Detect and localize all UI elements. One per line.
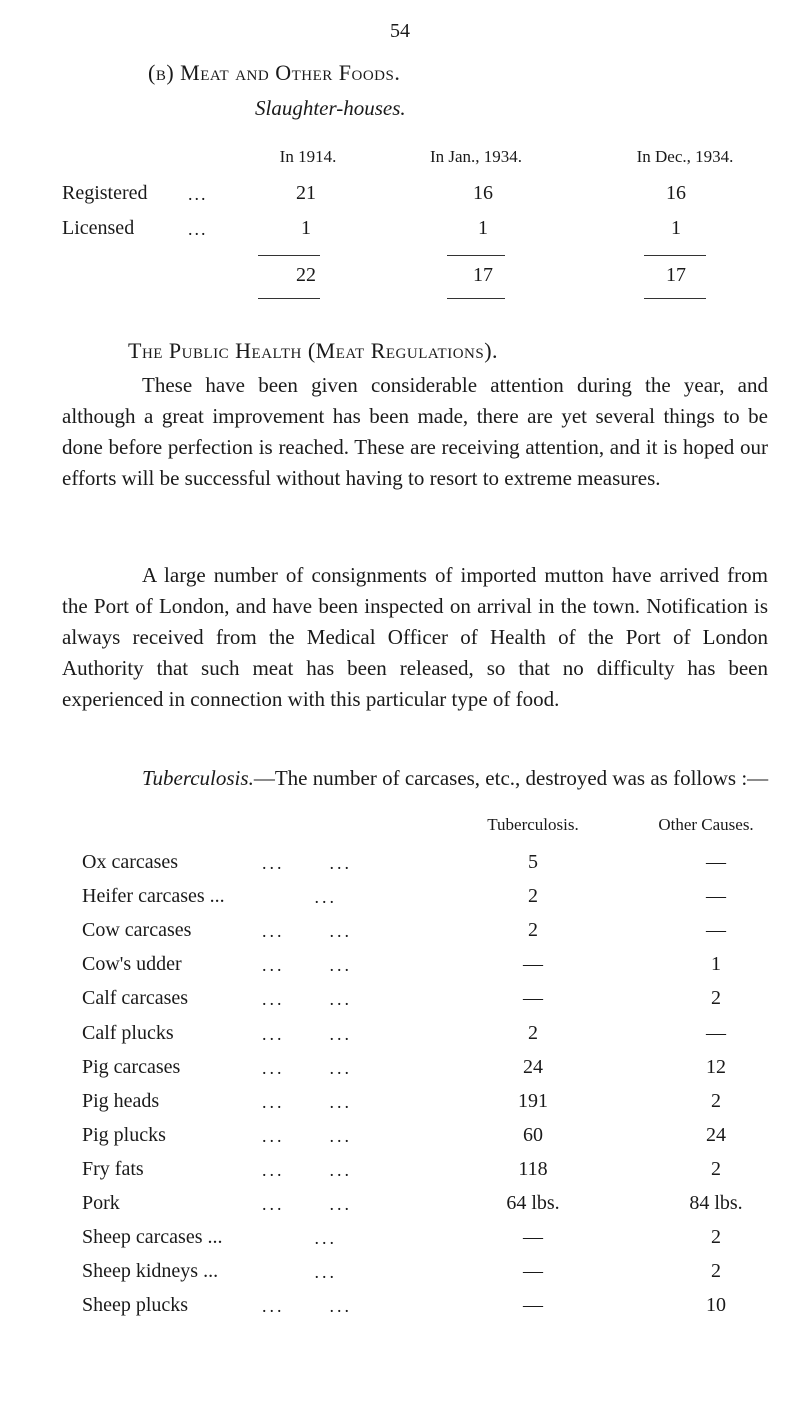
cell-value: 1 — [478, 217, 488, 239]
cell-tuberculosis: — — [523, 1226, 543, 1248]
row-label: Calf plucks — [82, 1022, 174, 1044]
cell-tuberculosis: 60 — [523, 1124, 543, 1146]
regulations-heading: The Public Health (Meat Regulations). — [128, 338, 499, 363]
row-label: Cow's udder — [82, 953, 182, 975]
cell-tuberculosis: 191 — [518, 1090, 548, 1112]
cell-tuberculosis: 2 — [528, 1022, 538, 1044]
row-label: Sheep kidneys ... — [82, 1260, 219, 1282]
cell-tuberculosis: — — [523, 987, 543, 1009]
leader-dots: ... — [262, 1262, 337, 1282]
leader-dots: ... ... — [262, 955, 352, 975]
row-label-registered: Registered — [62, 182, 148, 204]
row-label: Cow carcases — [82, 919, 192, 941]
row-label: Pig plucks — [82, 1124, 166, 1146]
column-header-dec-1934: In Dec., 1934. — [636, 147, 734, 166]
cell-tuberculosis: — — [523, 1294, 543, 1316]
leader-dots: ... ... — [262, 1194, 352, 1214]
total-value: 22 — [296, 264, 316, 286]
column-header-jan-1934: In Jan., 1934. — [429, 147, 523, 166]
row-label: Fry fats — [82, 1158, 144, 1180]
sum-rule — [258, 255, 320, 256]
total-value: 17 — [473, 264, 493, 286]
column-header-1914: In 1914. — [279, 147, 337, 166]
leader-dots: ... ... — [262, 1296, 352, 1316]
row-label: Heifer carcases ... — [82, 885, 225, 907]
leader-dots: ... ... — [262, 853, 352, 873]
cell-other-causes: 24 — [706, 1124, 726, 1146]
leader-dots: ... ... — [262, 1092, 352, 1112]
row-label: Pig carcases — [82, 1056, 181, 1078]
leader-dots: ... ... — [262, 921, 352, 941]
cell-other-causes: 2 — [711, 1090, 721, 1112]
leader-dots: ... — [262, 1228, 337, 1248]
tuberculosis-intro — [62, 763, 770, 794]
leader-dots: ... — [262, 887, 337, 907]
cell-tuberculosis: 118 — [518, 1158, 548, 1180]
leader-dots: ... ... — [262, 989, 352, 1009]
row-label: Sheep carcases ... — [82, 1226, 223, 1248]
cell-value: 16 — [666, 182, 686, 204]
row-label-licensed: Licensed — [62, 217, 135, 239]
paragraph-imported-mutton: A large number of consignments of imported mutton have arrived from the Port of London, and have been inspected on arrival in the town. Notification is always received from the Medical Officer of Health of the Port of London Authority that such meat has been released, so that no difficulty has been experienced in connection with this particular type of food. — [62, 563, 768, 711]
leader-dots: ... ... — [262, 1160, 352, 1180]
sum-rule — [447, 255, 505, 256]
cell-other-causes: — — [706, 885, 726, 907]
section-heading: (b) Meat and Other Foods. — [148, 60, 401, 85]
leader-dots: ... — [188, 219, 208, 239]
tuberculosis-term: Tuberculosis. — [142, 766, 254, 790]
cell-other-causes: 2 — [711, 1260, 721, 1282]
column-header-tuberculosis: Tuberculosis. — [487, 815, 579, 834]
row-label: Ox carcases — [82, 851, 179, 873]
cell-other-causes: 2 — [711, 1158, 721, 1180]
cell-other-causes: 10 — [706, 1294, 726, 1316]
cell-value: 1 — [301, 217, 311, 239]
leader-dots: ... ... — [262, 1058, 352, 1078]
cell-other-causes: — — [706, 1022, 726, 1044]
double-rule — [258, 298, 320, 299]
paragraph-regulations: These have been given considerable attention during the year, and although a great improvement has been made, there are yet several things to be done before perfection is reached. These are receiving attention, and it is hoped our efforts will be successful without having to resort to extreme measures. — [62, 373, 768, 490]
leader-dots: ... ... — [262, 1024, 352, 1044]
row-label: Sheep plucks — [82, 1294, 189, 1316]
row-label: Pork — [82, 1192, 120, 1214]
cell-tuberculosis: 64 lbs. — [506, 1192, 560, 1214]
total-value: 17 — [666, 264, 686, 286]
cell-tuberculosis: 2 — [528, 919, 538, 941]
tuberculosis-intro-text: —The number of carcases, etc., destroyed was as follows :— — [253, 766, 769, 790]
double-rule — [644, 298, 706, 299]
cell-value: 1 — [671, 217, 681, 239]
cell-tuberculosis: — — [523, 953, 543, 975]
cell-other-causes: 12 — [706, 1056, 726, 1078]
double-rule — [447, 298, 505, 299]
cell-tuberculosis: 2 — [528, 885, 538, 907]
cell-value: 16 — [473, 182, 493, 204]
cell-tuberculosis: 5 — [528, 851, 538, 873]
cell-other-causes: — — [706, 851, 726, 873]
cell-tuberculosis: 24 — [523, 1056, 543, 1078]
page-number: 54 — [390, 20, 410, 42]
cell-other-causes: — — [706, 919, 726, 941]
cell-other-causes: 2 — [711, 987, 721, 1009]
cell-other-causes: 84 lbs. — [689, 1192, 743, 1214]
cell-tuberculosis: — — [523, 1260, 543, 1282]
leader-dots: ... ... — [262, 1126, 352, 1146]
cell-other-causes: 1 — [711, 953, 721, 975]
column-header-other-causes: Other Causes. — [658, 815, 754, 834]
row-label: Pig heads — [82, 1090, 160, 1112]
row-label: Calf carcases — [82, 987, 189, 1009]
subheading: Slaughter-houses. — [255, 96, 406, 120]
sum-rule — [644, 255, 706, 256]
leader-dots: ... — [188, 184, 208, 204]
cell-other-causes: 2 — [711, 1226, 721, 1248]
cell-value: 21 — [296, 182, 316, 204]
